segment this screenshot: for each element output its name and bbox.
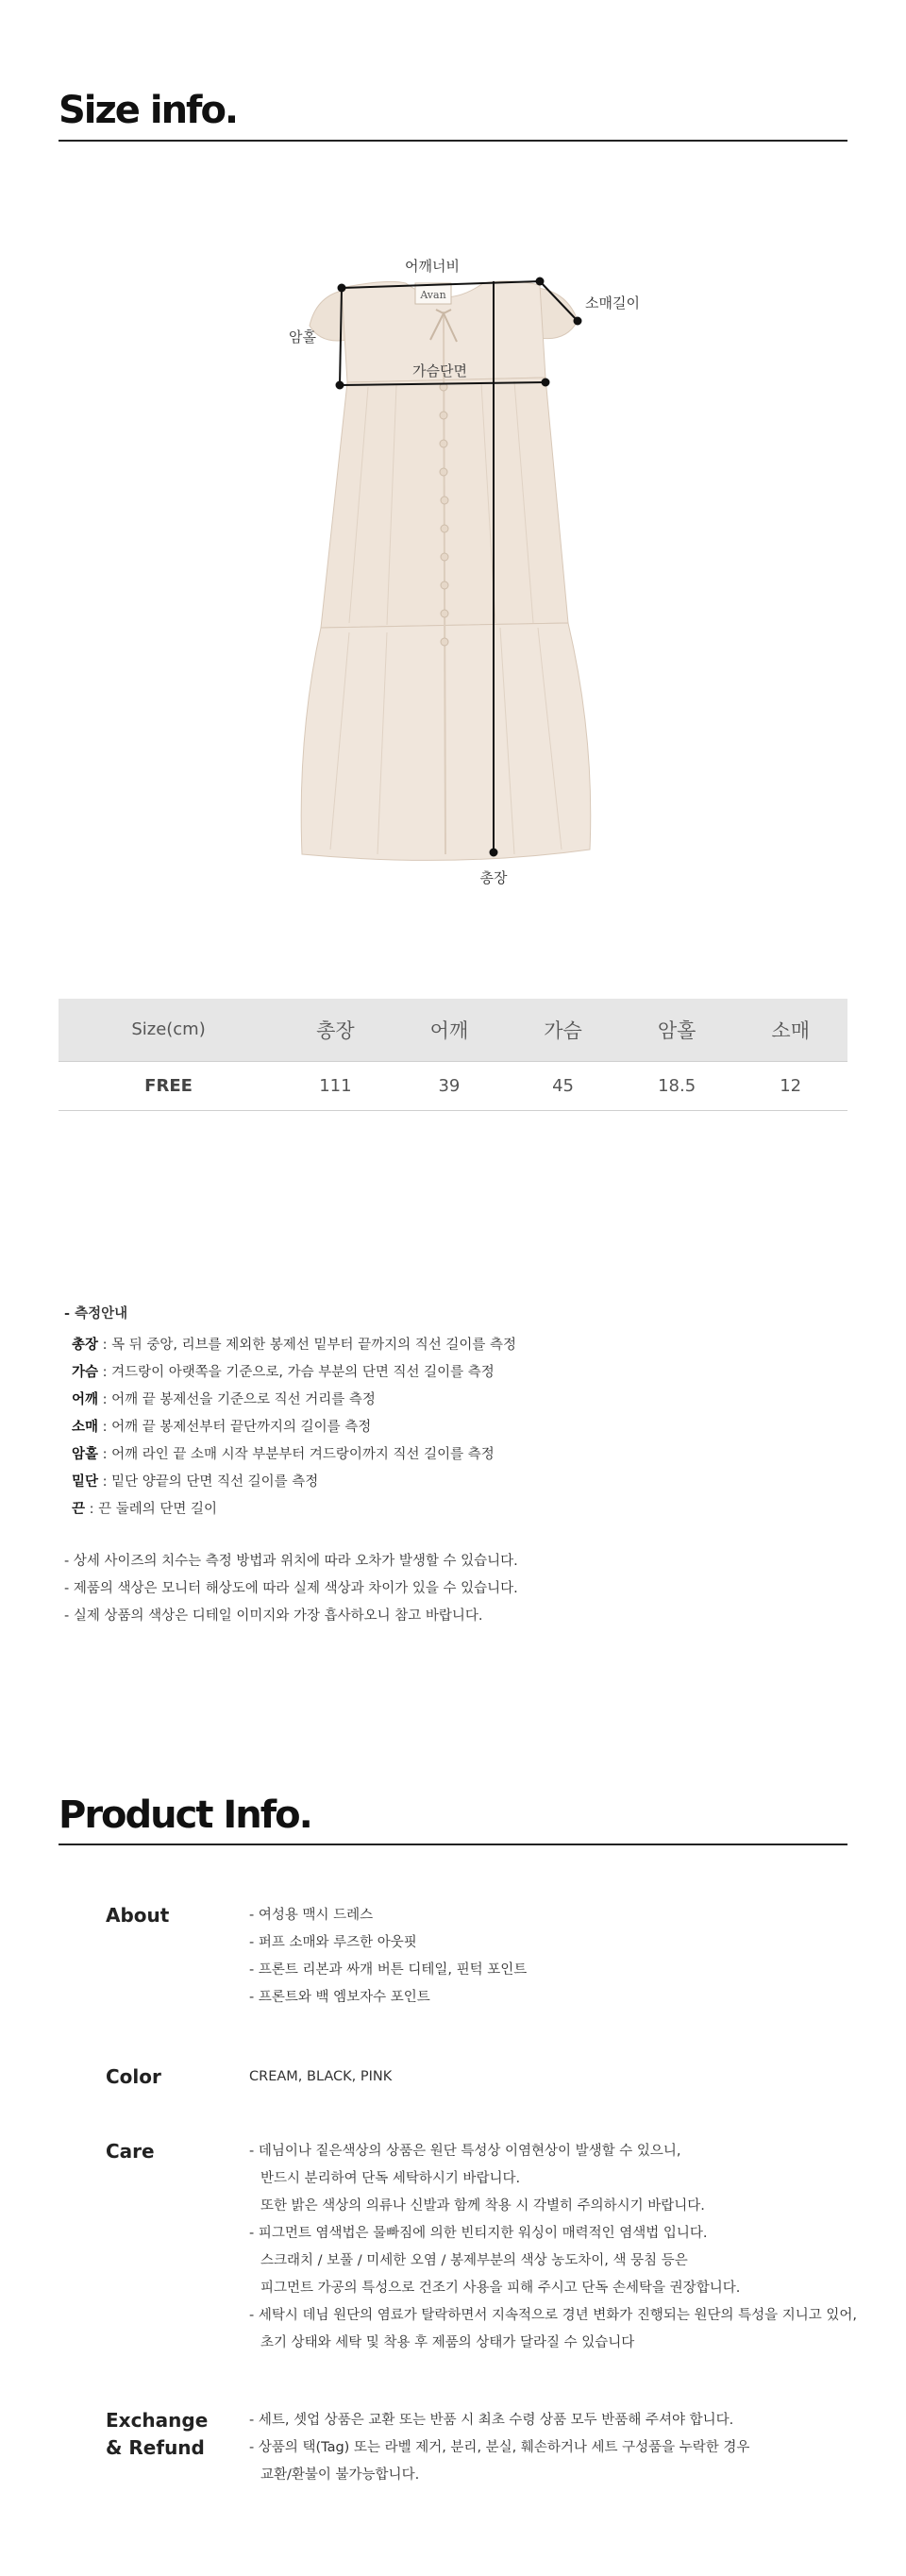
dress-illustration — [264, 245, 642, 906]
guide-term: 암홀 — [72, 1447, 99, 1462]
sleeve-label: 소매길이 — [585, 295, 640, 311]
about-line: - 퍼프 소매와 루즈한 아웃핏 — [249, 1935, 417, 1950]
about-line: - 프론트와 백 엠보자수 포인트 — [249, 1990, 430, 2005]
guide-item — [72, 1359, 725, 1387]
guide-note: - 상세 사이즈의 치수는 측정 방법과 위치에 따라 오차가 발생할 수 있습니다. — [64, 1554, 518, 1569]
about-line: - 프론트 리본과 싸개 버튼 디테일, 핀턱 포인트 — [249, 1962, 528, 1978]
size-table-header-row — [59, 999, 847, 1061]
guide-item — [72, 1387, 725, 1414]
guide-note: - 제품의 색상은 모니터 해상도에 따라 실제 색상과 차이가 있을 수 있습니다. — [64, 1581, 518, 1596]
header-shoulder: 어깨 — [393, 999, 507, 1061]
guide-term: 소매 — [72, 1420, 99, 1435]
guide-notes — [64, 1548, 725, 1630]
measurement-guide — [64, 1303, 725, 1630]
care-line: 피그먼트 가공의 특성으로 건조기 사용을 피해 주시고 단독 손세탁을 권장합니다. — [260, 2281, 741, 2296]
care-line: - 데님이나 짙은색상의 상품은 원단 특성상 이염현상이 발생할 수 있으니, — [249, 2144, 681, 2159]
guide-desc: : 겨드랑이 아랫쪽을 기준으로, 가슴 부분의 단면 직선 길이를 측정 — [98, 1365, 495, 1380]
exchange-line: - 상품의 택(Tag) 또는 라벨 제거, 분리, 분실, 훼손하거나 세트 구성품을 누락한 경우 — [249, 2440, 750, 2455]
guide-desc: : 어깨 끝 봉제선부터 끝단까지의 길이를 측정 — [98, 1420, 372, 1435]
care-line: - 피그먼트 염색법은 물빠짐에 의한 빈티지한 워싱이 매력적인 염색법 입니다. — [249, 2226, 708, 2241]
exchange-line: - 세트, 셋업 상품은 교환 또는 반품 시 최초 수령 상품 모두 반품해 주셔야 합니다. — [249, 2413, 734, 2428]
size-info-divider — [59, 140, 847, 142]
cell-sleeve: 12 — [733, 1061, 847, 1110]
guide-term: 총장 — [72, 1338, 99, 1353]
guide-term: 어깨 — [72, 1392, 99, 1407]
guide-item — [72, 1496, 725, 1524]
chest-label: 가슴단면 — [412, 362, 467, 379]
header-chest: 가슴 — [506, 999, 620, 1061]
care-line: 스크래치 / 보풀 / 미세한 오염 / 봉제부분의 색상 농도차이, 색 뭉침 등은 — [260, 2253, 688, 2268]
header-armhole: 암홀 — [620, 999, 734, 1061]
exchange-line: 교환/환불이 불가능합니다. — [260, 2467, 420, 2483]
guide-desc: : 목 뒤 중앙, 리브를 제외한 봉제선 밑부터 끝까지의 직선 길이를 측정 — [98, 1338, 517, 1353]
header-sleeve: 소매 — [733, 999, 847, 1061]
armhole-label: 암홀 — [289, 328, 316, 345]
dress-svg — [264, 245, 642, 906]
table-row — [59, 1061, 847, 1110]
care-line: - 세탁시 데님 원단의 염료가 탈락하면서 지속적으로 경년 변화가 진행되는 원단의 특성을 지니고 있어, — [249, 2308, 858, 2323]
color-line: CREAM, BLACK, PINK — [249, 2069, 393, 2084]
guide-desc: : 어깨 라인 끝 소매 시작 부분부터 겨드랑이까지 직선 길이를 측정 — [98, 1447, 495, 1462]
size-info-title: Size info. — [59, 89, 238, 132]
guide-item — [72, 1441, 725, 1469]
right-sleeve — [538, 288, 578, 339]
cell-length: 111 — [278, 1061, 393, 1110]
guide-term: 가슴 — [72, 1365, 99, 1380]
care-line: 또한 밝은 색상의 의류나 신발과 함께 착용 시 각별히 주의하시기 바랍니다. — [260, 2198, 705, 2214]
color-body — [249, 2063, 872, 2091]
care-line: 반드시 분리하여 단독 세탁하시기 바랍니다. — [260, 2171, 521, 2186]
guide-item — [72, 1332, 725, 1359]
product-info-divider — [59, 1844, 847, 1845]
length-label: 총장 — [479, 869, 508, 886]
guide-item — [72, 1469, 725, 1496]
header-length: 총장 — [278, 999, 393, 1061]
care-line: 초기 상태와 세탁 및 착용 후 제품의 상태가 달라질 수 있습니다 — [260, 2335, 635, 2350]
color-label: Color — [106, 2065, 161, 2088]
cell-size: FREE — [59, 1061, 278, 1110]
shoulder-label: 어깨너비 — [405, 258, 460, 275]
guide-item — [72, 1414, 725, 1441]
guide-desc: : 끈 둘레의 단면 길이 — [85, 1502, 218, 1517]
about-label: About — [106, 1904, 170, 1927]
guide-title: - 측정안내 — [64, 1306, 128, 1322]
care-label: Care — [106, 2140, 155, 2163]
size-table — [59, 999, 847, 1111]
about-body — [249, 1902, 872, 2012]
cell-shoulder: 39 — [393, 1061, 507, 1110]
guide-desc: : 어깨 끝 봉제선을 기준으로 직선 거리를 측정 — [98, 1392, 376, 1407]
exchange-label: Exchange & Refund — [106, 2409, 209, 2459]
care-body — [249, 2138, 872, 2357]
guide-desc: : 밑단 양끝의 단면 직선 길이를 측정 — [98, 1474, 319, 1490]
cell-armhole: 18.5 — [620, 1061, 734, 1110]
guide-term: 밑단 — [72, 1474, 99, 1490]
guide-note: - 실제 상품의 색상은 디테일 이미지와 가장 흡사하오니 참고 바랍니다. — [64, 1608, 483, 1624]
guide-term: 끈 — [72, 1502, 86, 1517]
about-line: - 여성용 맥시 드레스 — [249, 1908, 374, 1923]
exchange-body — [249, 2407, 872, 2489]
brand-tag-text: Avan — [420, 289, 446, 301]
product-info-title: Product Info. — [59, 1793, 311, 1837]
cell-chest: 45 — [506, 1061, 620, 1110]
header-size: Size(cm) — [59, 999, 278, 1061]
